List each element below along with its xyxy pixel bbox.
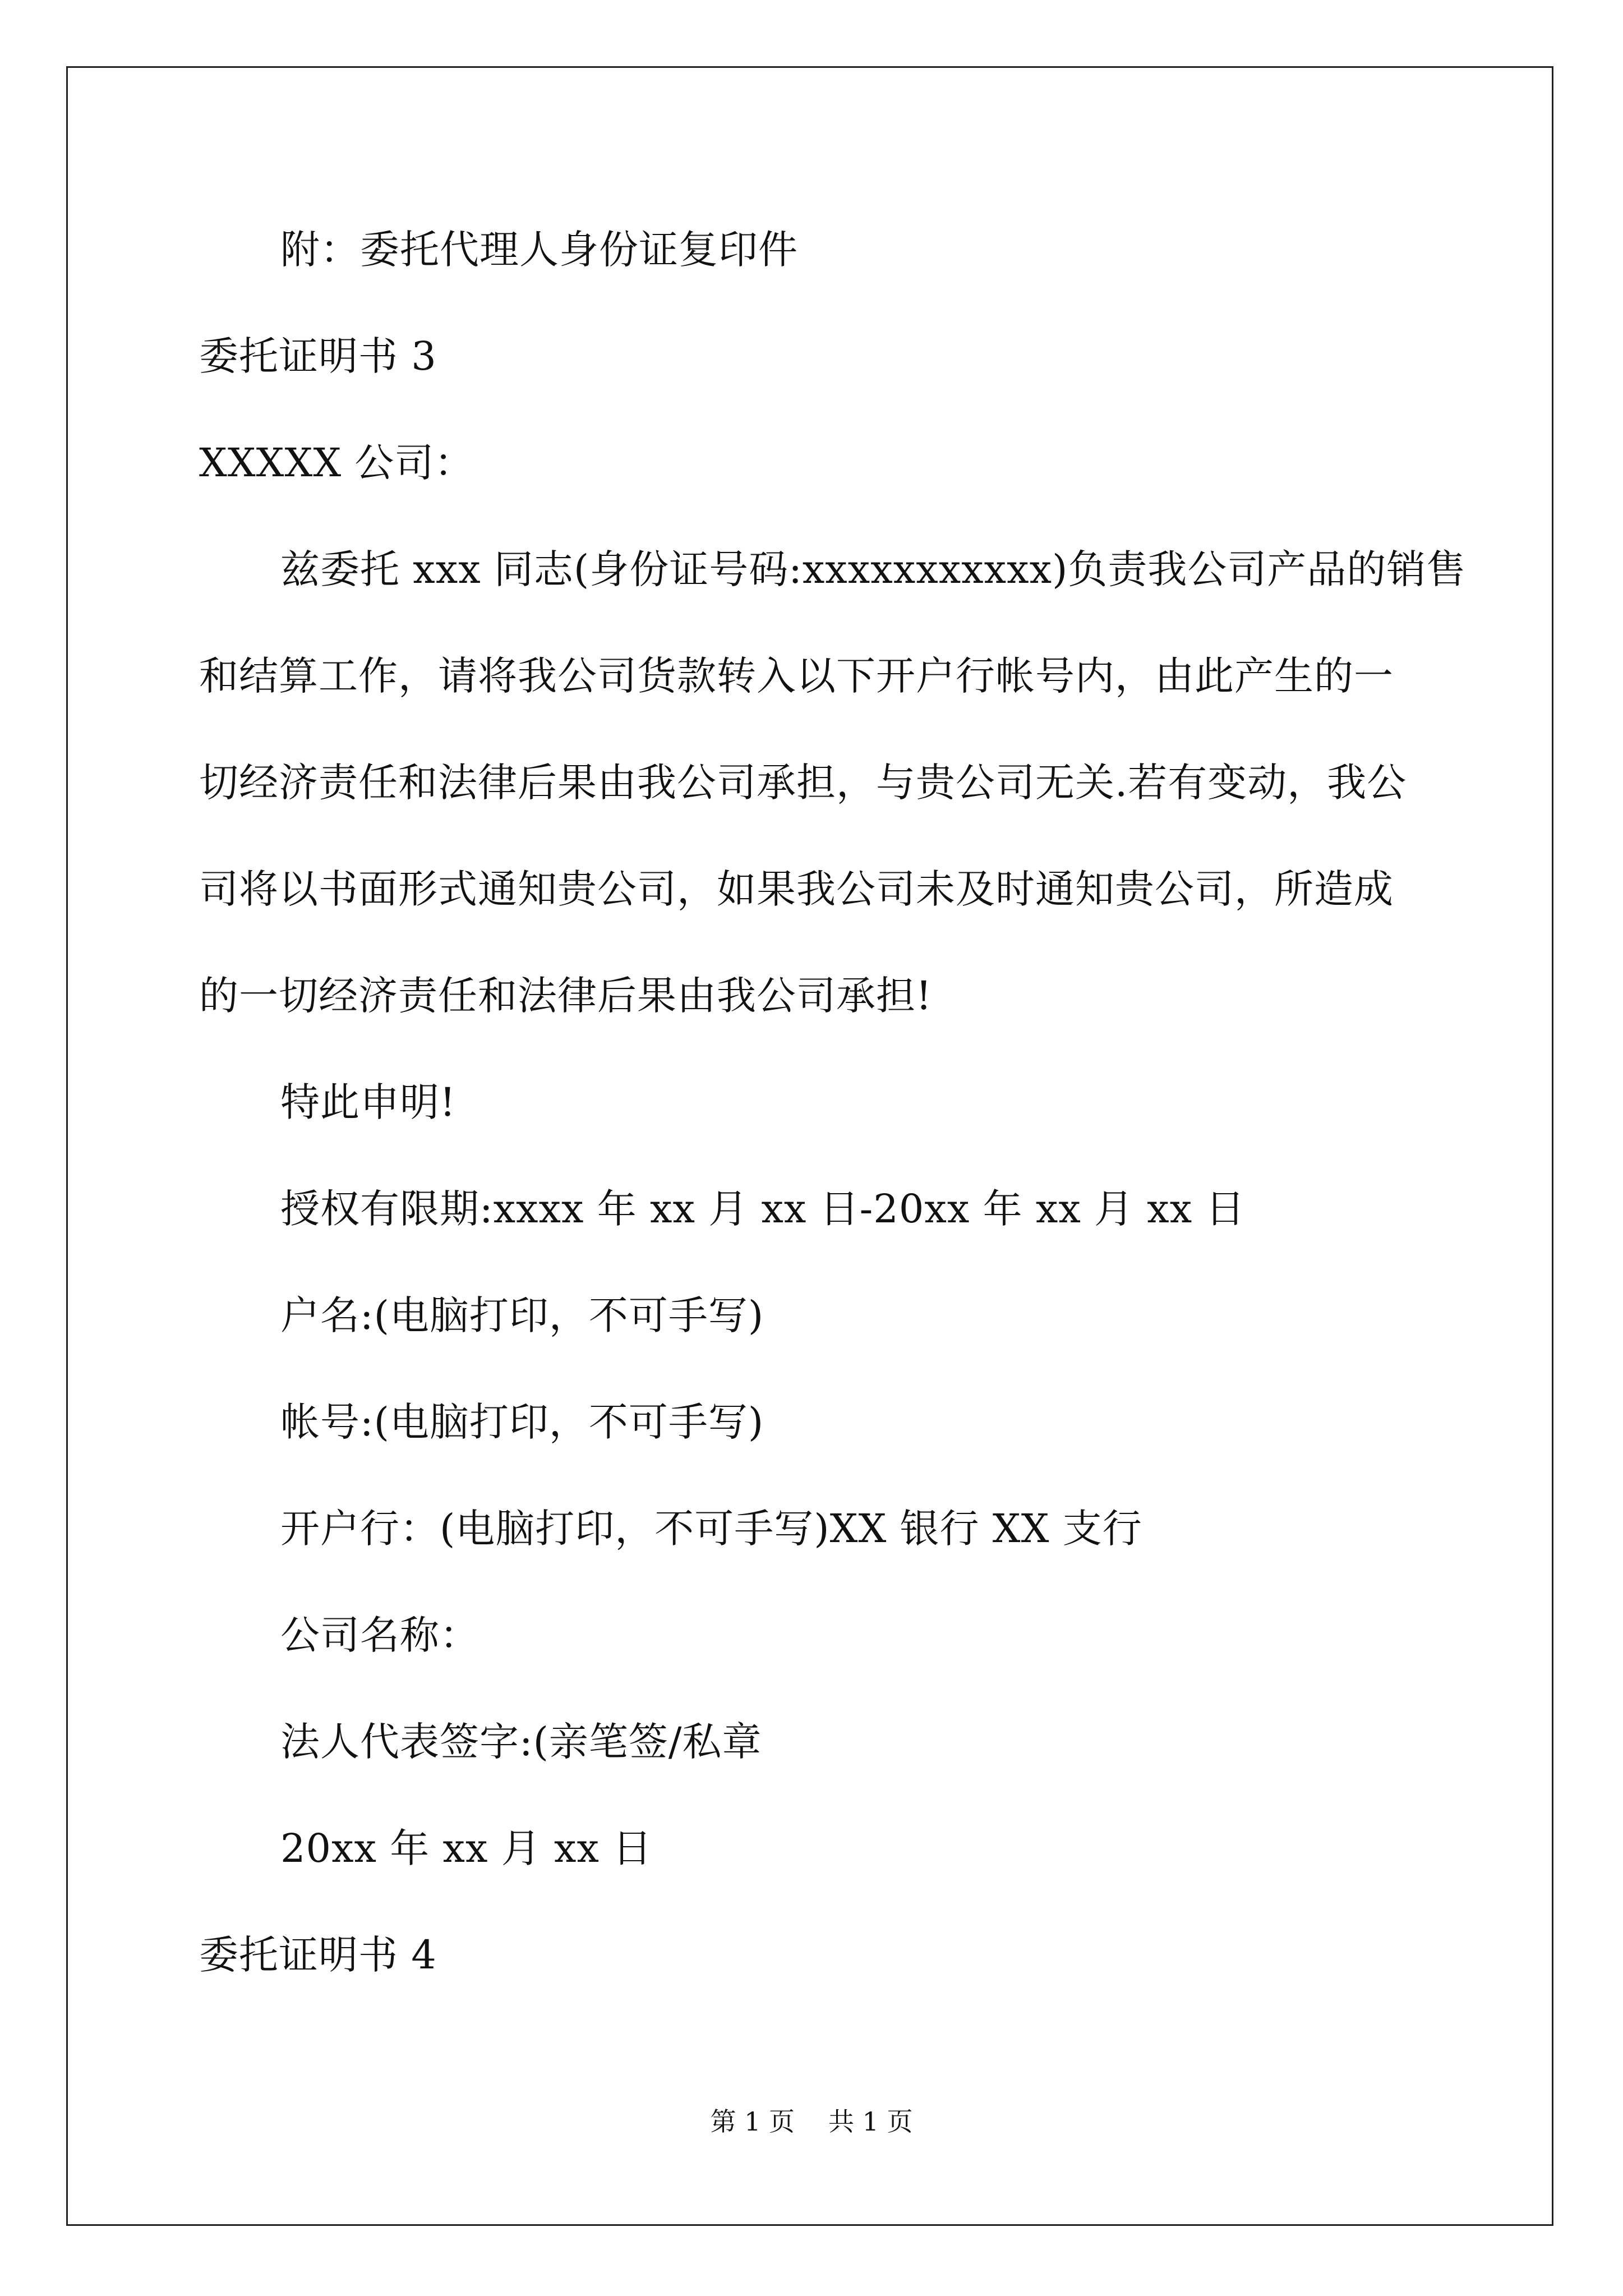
addressee: XXXXX 公司： [199, 440, 474, 486]
body-line-3: 切经济责任和法律后果由我公司承担，与贵公司无关.若有变动，我公 [199, 760, 1407, 806]
section-heading-3: 委托证明书 3 [199, 333, 437, 379]
date-line: 20xx 年 xx 月 xx 日 [280, 1825, 653, 1871]
declaration: 特此申明! [280, 1079, 457, 1125]
page-number: 第 1 页 [710, 2106, 795, 2137]
section-heading-4: 委托证明书 4 [199, 1932, 437, 1978]
opening-bank: 开户行：(电脑打印，不可手写)XX 银行 XX 支行 [280, 1506, 1142, 1552]
account-name: 户名:(电脑打印，不可手写) [280, 1292, 764, 1338]
body-line-2: 和结算工作，请将我公司货款转入以下开户行帐号内，由此产生的一 [199, 653, 1394, 699]
legal-representative-signature: 法人代表签字:(亲笔签/私章 [280, 1719, 762, 1765]
page-footer [0, 2105, 1623, 2138]
account-number: 帐号:(电脑打印，不可手写) [280, 1399, 764, 1445]
authorization-period: 授权有限期:xxxx 年 xx 月 xx 日-20xx 年 xx 月 xx 日 [280, 1186, 1246, 1232]
attachment-note: 附：委托代理人身份证复印件 [280, 227, 798, 273]
page-total: 共 1 页 [828, 2106, 913, 2137]
body-line-1: 兹委托 xxx 同志(身份证号码:xxxxxxxxxxx)负责我公司产品的销售 [280, 546, 1467, 592]
company-name: 公司名称： [280, 1612, 479, 1658]
body-line-4: 司将以书面形式通知贵公司，如果我公司未及时通知贵公司，所造成 [199, 866, 1394, 912]
page-border [66, 66, 1553, 2226]
body-line-5: 的一切经济责任和法律后果由我公司承担! [199, 973, 933, 1019]
